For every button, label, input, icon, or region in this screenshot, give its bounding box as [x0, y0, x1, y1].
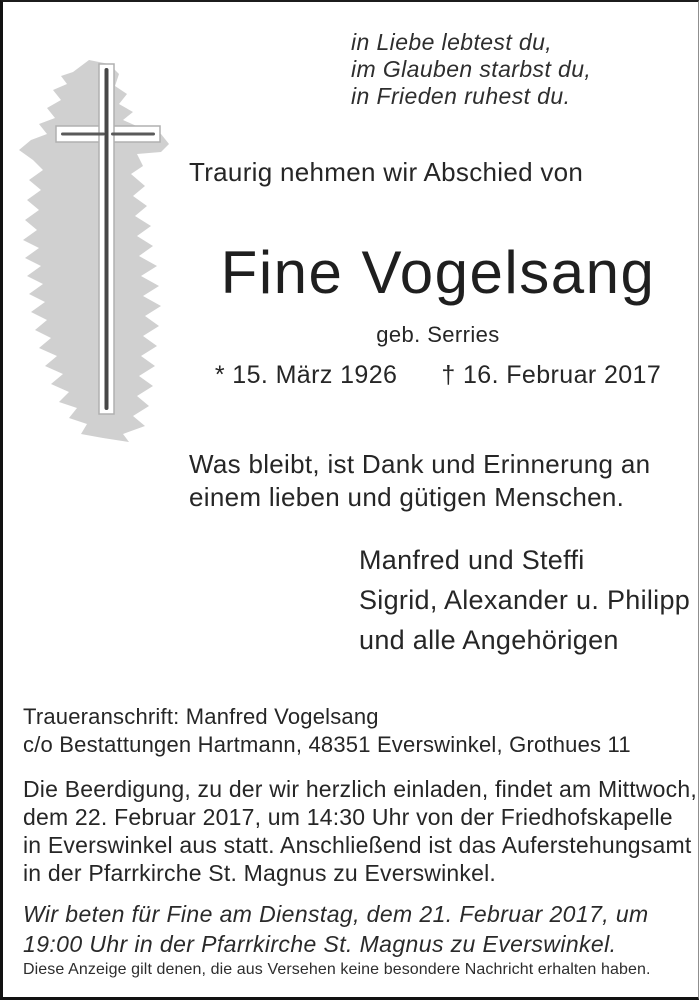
- opening-verse: [351, 29, 591, 110]
- mourner-line: Manfred und Steffi: [359, 545, 585, 575]
- prayer-line: Wir beten für Fine am Dienstag, dem 21. Februar 2017, um: [23, 901, 649, 927]
- funeral-line: in Everswinkel aus statt. Anschließend ist das Auferstehungsamt: [23, 832, 692, 858]
- funeral-line: Die Beerdigung, zu der wir herzlich einladen, findet am Mittwoch,: [23, 776, 697, 802]
- address-line: c/o Bestattungen Hartmann, 48351 Everswinkel, Grothues 11: [23, 732, 631, 757]
- mourner-line: und alle Angehörigen: [359, 625, 619, 655]
- intro-text: Traurig nehmen wir Abschied von: [189, 157, 584, 187]
- funeral-line: dem 22. Februar 2017, um 14:30 Uhr von der Friedhofskapelle: [23, 804, 673, 830]
- mourner-line: Sigrid, Alexander u. Philipp: [359, 585, 691, 615]
- memorial-cross-icon: [11, 54, 176, 444]
- mourners-list: [359, 540, 690, 660]
- funeral-line: in der Pfarrkirche St. Magnus zu Everswinkel.: [23, 860, 497, 886]
- tribute-text: [189, 448, 650, 514]
- prayer-notice: [23, 899, 649, 959]
- tribute-line: einem lieben und gütigen Menschen.: [189, 482, 625, 512]
- verse-line: in Frieden ruhest du.: [351, 83, 571, 109]
- birth-date: * 15. März 1926: [214, 361, 398, 389]
- death-date: † 16. Februar 2017: [441, 361, 662, 389]
- footnote: Diese Anzeige gilt denen, die aus Versehen keine besondere Nachricht erhalten haben.: [23, 961, 651, 978]
- tribute-line: Was bleibt, ist Dank und Erinnerung an: [189, 449, 651, 479]
- maiden-name: geb. Serries: [376, 322, 500, 347]
- verse-line: im Glauben starbst du,: [351, 56, 592, 82]
- deceased-block: [188, 238, 688, 390]
- funeral-info: [23, 775, 697, 887]
- address-line: Traueranschrift: Manfred Vogelsang: [23, 704, 379, 729]
- verse-line: in Liebe lebtest du,: [351, 29, 553, 55]
- condolence-address: [23, 703, 631, 759]
- prayer-line: 19:00 Uhr in der Pfarrkirche St. Magnus zu Everswinkel.: [23, 931, 617, 957]
- life-dates: [188, 361, 688, 390]
- deceased-name: Fine Vogelsang: [220, 239, 656, 306]
